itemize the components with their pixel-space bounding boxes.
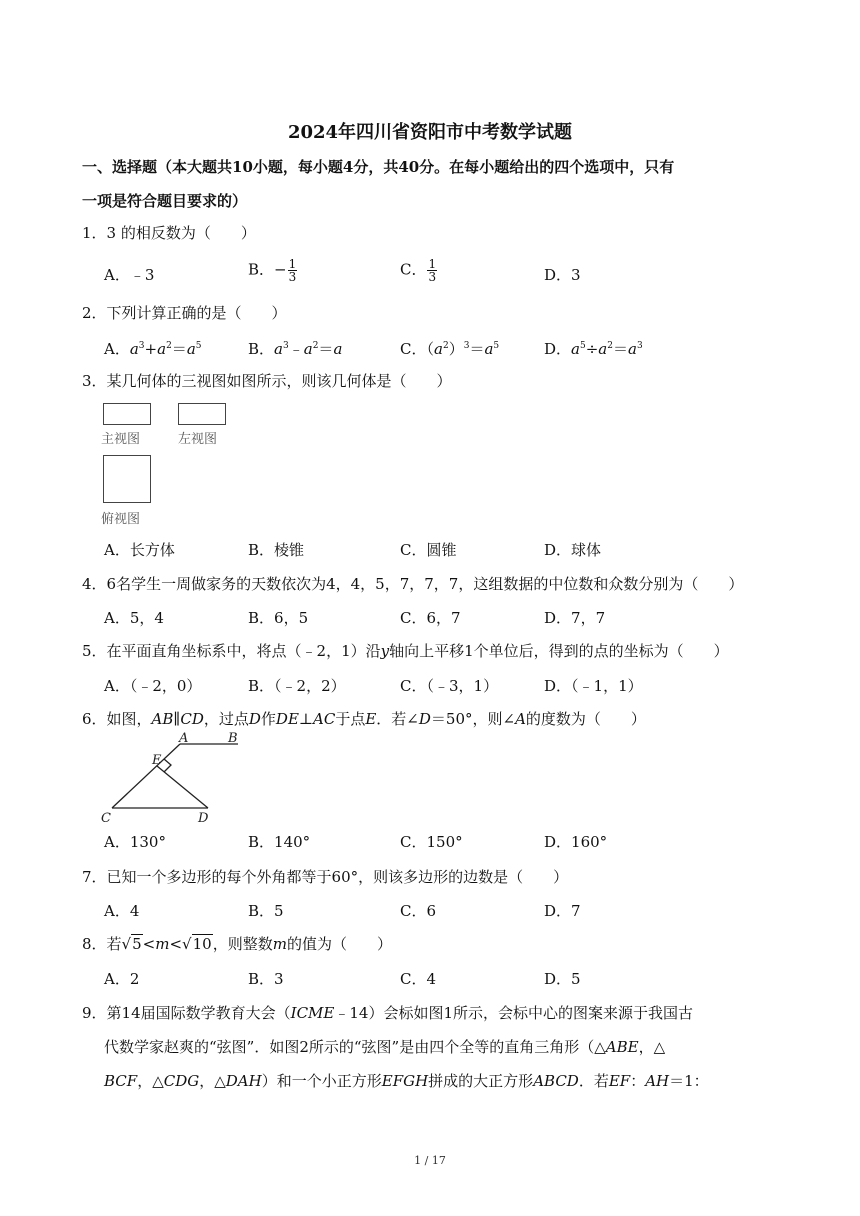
top-view-label: 俯视图 — [101, 512, 141, 527]
q7-option-b: B．5 — [248, 902, 284, 920]
question-3-stem: 3．某几何体的三视图如图所示，则该几何体是（ ） — [82, 372, 452, 390]
point-e-label: E — [152, 753, 162, 768]
q8-option-a: A．2 — [104, 970, 140, 988]
q6-figure — [98, 730, 248, 830]
top-view-figure — [103, 455, 151, 503]
q3-option-a: A．长方体 — [104, 541, 175, 559]
q7-option-c: C．6 — [400, 902, 437, 920]
left-view-figure — [178, 403, 226, 425]
q7-option-d: D．7 — [544, 902, 581, 920]
point-d-label: D — [198, 811, 209, 826]
point-a-label: A — [179, 731, 189, 746]
question-5-stem: 5．在平面直角坐标系中，将点（﹣2，1）沿y轴向上平移1个单位后，得到的点的坐标为（ ） — [82, 642, 729, 660]
question-2-stem: 2．下列计算正确的是（ ） — [82, 304, 287, 322]
q2-option-c: C．$(a^2)^3=a^5$ — [400, 340, 500, 358]
question-4-stem: 4．6名学生一周做家务的天数依次为4，4，5，7，7，7，这组数据的中位数和众数分别为（ ） — [82, 575, 744, 593]
q2-option-a: A．$a^3+a^2=a^5$ — [104, 340, 202, 358]
q3-option-d: D．球体 — [544, 541, 602, 559]
q3-option-c: C．圆锥 — [400, 541, 457, 559]
q5-option-b: B．（﹣2，2） — [248, 677, 346, 695]
q1-option-c: C． $\frac{1}{3}$ — [400, 257, 437, 284]
q4-option-d: D．7，7 — [544, 609, 606, 627]
left-view-label: 左视图 — [178, 432, 218, 447]
q6-option-a: A．130° — [104, 833, 166, 851]
q8-option-d: D．5 — [544, 970, 581, 988]
point-b-label: B — [228, 731, 238, 746]
section-heading: 一、选择题（本大题共10小题，每小题4分，共40分。在每小题给出的四个选项中，只有 — [82, 158, 675, 176]
q4-option-a: A．5，4 — [104, 609, 164, 627]
q3-option-b: B．棱锥 — [248, 541, 305, 559]
question-1-stem: 1．3 的相反数为（ ） — [82, 224, 256, 242]
q2-option-b: B．$a^3﹣a^2=a$ — [248, 340, 343, 358]
question-9-line-1: 9．第14届国际数学教育大会（ICME﹣14）会标如图1所示，会标中心的图案来源于我国古 — [82, 1004, 693, 1022]
line-de — [157, 766, 208, 808]
q6-option-d: D．160° — [544, 833, 608, 851]
question-7-stem: 7．已知一个多边形的每个外角都等于60°，则该多边形的边数是（ ） — [82, 868, 569, 886]
q5-option-d: D．（﹣1，1） — [544, 677, 643, 695]
question-6-stem: 6．如图，AB∥CD，过点D作DE⊥AC于点E．若∠D＝50°，则∠A的度数为（ ） — [82, 710, 646, 728]
q6-option-c: C．150° — [400, 833, 463, 851]
q1-option-a: A．﹣3 — [104, 266, 155, 284]
right-angle-mark — [164, 759, 171, 772]
page-number: 1 / 17 — [414, 1154, 446, 1167]
q1-option-d: D．3 — [544, 266, 581, 284]
q5-option-a: A．（﹣2，0） — [104, 677, 202, 695]
section-heading-cont: 一项是符合题目要求的） — [82, 192, 248, 210]
q8-option-c: C．4 — [400, 970, 437, 988]
q7-option-a: A．4 — [104, 902, 140, 920]
point-c-label: C — [101, 811, 111, 826]
question-8-stem: 8．若√5<m<√10，则整数m的值为（ ） — [82, 935, 392, 953]
page-title: 2024年四川省资阳市中考数学试题 — [287, 122, 573, 143]
q1-option-b: B．− $\frac{1}{3}$ — [248, 257, 297, 284]
q6-option-b: B．140° — [248, 833, 311, 851]
q2-option-d: D．$a^5\div a^2=a^3$ — [544, 340, 643, 358]
q4-option-b: B．6，5 — [248, 609, 309, 627]
q8-option-b: B．3 — [248, 970, 284, 988]
front-view-figure — [103, 403, 151, 425]
q5-option-c: C．（﹣3，1） — [400, 677, 499, 695]
q4-option-c: C．6，7 — [400, 609, 461, 627]
question-9-line-2: 代数学家赵爽的“弦图”．如图2所示的“弦图”是由四个全等的直角三角形（△ABE，△ — [104, 1038, 666, 1056]
question-9-line-3: BCF，△CDG，△DAH）和一个小正方形EFGH拼成的大正方形ABCD．若EF：AH＝1： — [104, 1072, 709, 1090]
front-view-label: 主视图 — [101, 432, 141, 447]
